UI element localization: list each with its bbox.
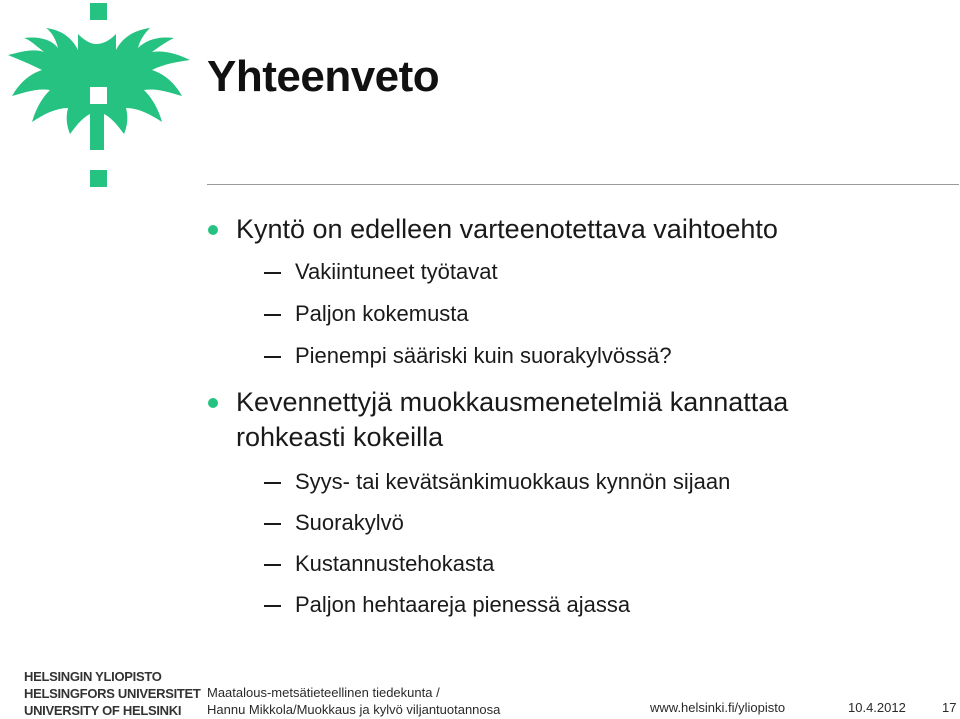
bullet-text: Kevennettyjä muokkausmenetelmiä kannattaa: [236, 387, 789, 417]
sub-bullet-text: Paljon kokemusta: [295, 301, 469, 326]
page-number: 17: [942, 700, 957, 715]
footer-university-logo: [24, 668, 201, 719]
university-name-sv: HELSINGFORS UNIVERSITET: [24, 686, 201, 701]
sub-bullet-text: Suorakylvö: [295, 510, 404, 535]
slide-title: Yhteenveto: [207, 52, 440, 101]
footer-author-topic: Hannu Mikkola/Muokkaus ja kylvö viljantuotannosa: [207, 702, 501, 717]
bullet-text: Kyntö on edelleen varteenotettava vaihtoehto: [236, 214, 778, 244]
sub-bullet-dash: [264, 356, 281, 358]
sub-bullet-text: Vakiintuneet työtavat: [295, 259, 498, 284]
sub-bullet-dash: [264, 314, 281, 316]
bullet-text-continued: rohkeasti kokeilla: [236, 422, 444, 452]
footer-info: [207, 684, 500, 718]
sub-bullet-dash: [264, 523, 281, 525]
sub-bullet-text: Pienempi sääriski kuin suorakylvössä?: [295, 343, 672, 368]
university-name-en: UNIVERSITY OF HELSINKI: [24, 703, 182, 718]
sub-bullet-dash: [264, 482, 281, 484]
bullet-dot: [208, 398, 218, 408]
sub-bullet-dash: [264, 605, 281, 607]
sub-bullet-dash: [264, 272, 281, 274]
sub-bullet-text: Kustannustehokasta: [295, 551, 495, 576]
footer-date: 10.4.2012: [848, 700, 906, 715]
university-name-fi: HELSINGIN YLIOPISTO: [24, 669, 162, 684]
sub-bullet-dash: [264, 564, 281, 566]
sub-bullet-text: Syys- tai kevätsänkimuokkaus kynnön sijaan: [295, 469, 731, 494]
sub-bullet-text: Paljon hehtaareja pienessä ajassa: [295, 592, 631, 617]
footer-url[interactable]: www.helsinki.fi/yliopisto: [650, 700, 786, 715]
footer-faculty: Maatalous-metsätieteellinen tiedekunta /: [207, 685, 440, 700]
bullet-dot: [208, 225, 218, 235]
